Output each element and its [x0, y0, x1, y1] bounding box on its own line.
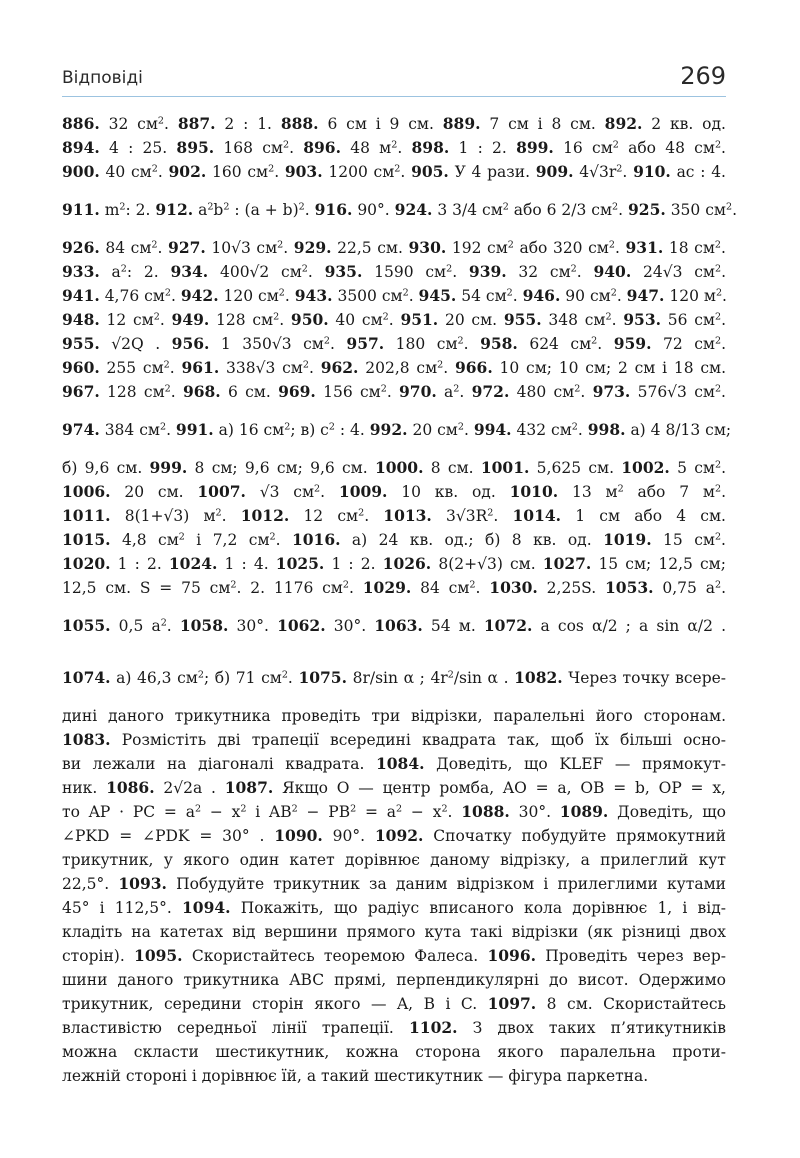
- answer-line: 933. $a^2$: 2. 934. 400√2 $см^2$. 935. 1590 $см^2$. 939. 32 $см^2$. 940. 24√3 $см^2$.: [62, 262, 727, 281]
- answer-line: ∠PKD = ∠PDK = 30° . 1090. 90°. 1092. Спочатку побудуйте прямокутний: [62, 826, 726, 845]
- section-title: Відповіді: [62, 68, 143, 88]
- answer-line: властивістю середньої лінії трапеції. 1102. З двох таких п’ятикутників: [62, 1018, 726, 1037]
- answer-line: 1006. 20 см. 1007. √3 $см^2$. 1009. 10 кв. од. 1010. 13 $м^2$ або 7 $м^2$.: [62, 482, 726, 501]
- answer-line: б) 9,6 см. 999. 8 см; 9,6 см; 9,6 см. 1000. 8 см. 1001. 5,625 см. 1002. 5 $см^2$.: [62, 458, 727, 477]
- answer-line: 974. 384 $см^2$. 991. а) 16 $см^2$; в) $c^2$ : 4. 992. 20 $см^2$. 994. 432 $см^2$. 998. а) 4 8/13 см;: [62, 420, 732, 439]
- answer-line: кладіть на катетах від вершини прямого кута такі відрізки (як різниці двох: [62, 923, 726, 941]
- answer-line: то AP · PC = $a^2 - x^2$ і $AB^2 - PB^2 = a^2 - x^2$. 1088. 30°. 1089. Доведіть, що: [62, 802, 726, 821]
- answer-line: 967. 128 $см^2$. 968. 6 см. 969. 156 $см^2$. 970. $a^2$. 972. 480 $см^2$. 973. 576√3 $см^2$.: [62, 382, 726, 401]
- answer-line: 1055. 0,5 $a^2$. 1058. 30°. 1062. 30°. 1063. 54 м. 1072. a cos α/2 ; a sin α/2 .: [62, 616, 727, 635]
- answer-line: трикутник, середини сторін якого — A, B і C. 1097. 8 см. Скористайтесь: [62, 994, 726, 1013]
- answer-line: 900. 40 $см^2$. 902. 160 $см^2$. 903. 1200 $см^2$. 905. У 4 рази. 909. $4√3r^2$. 910. ac : 4.: [62, 162, 726, 181]
- answer-line: 1083. Розмістіть дві трапеції всередині квадрата так, щоб їх більші осно-: [62, 730, 726, 749]
- answer-line: ник. 1086. 2√2a . 1087. Якщо O — центр ромба, AO = a, OB = b, OP = x,: [62, 778, 726, 797]
- answer-line: 911. $m^2$: 2. 912. $a^2b^2$ : $(a + b)^2$. 916. 90°. 924. 3 3/4 $см^2$ або 6 2/3 $см^2$. 925. 350 $см^2$.: [62, 200, 737, 219]
- answer-line: 955. √2Q . 956. 1 350√3 $см^2$. 957. 180 $см^2$. 958. 624 $см^2$. 959. 72 $см^2$.: [62, 334, 727, 353]
- answer-line: 12,5 см. S = 75 $см^2$. 2. 1176 $см^2$. 1029. 84 $см^2$. 1030. 2,25S. 1053. 0,75 $a^2$.: [62, 578, 727, 597]
- answer-line: 45° і 112,5°. 1094. Покажіть, що радіус вписаного кола дорівнює 1, і від-: [62, 898, 727, 917]
- answer-line: трикутник, у якого один катет дорівнює даному відрізку, а прилеглий кут: [62, 851, 726, 869]
- answer-line: 22,5°. 1093. Побудуйте трикутник за даним відрізком і прилеглими кутами: [62, 874, 727, 893]
- answer-line: 1015. 4,8 $см^2$ і 7,2 $см^2$. 1016. а) 24 кв. од.; б) 8 кв. од. 1019. 15 $см^2$.: [62, 530, 726, 549]
- answer-line: 1020. 1 : 2. 1024. 1 : 4. 1025. 1 : 2. 1026. 8(2+√3) см. 1027. 15 см; 12,5 см;: [62, 554, 726, 573]
- answer-line: 894. 4 : 25. 895. 168 $см^2$. 896. 48 $м^2$. 898. 1 : 2. 899. 16 $см^2$ або 48 $см^2$.: [62, 138, 726, 157]
- answer-line: 1074. а) 46,3 $см^2$; б) 71 $см^2$. 1075. 8r/sin α ; $4r^2/\sin$ α . 1082. Через точку всере-: [62, 668, 727, 687]
- answer-line: дині даного трикутника проведіть три відрізки, паралельні його сторонам.: [62, 707, 726, 725]
- answer-line: лежній стороні і дорівнює їй, а такий шестикутник — фігура паркетна.: [62, 1067, 649, 1085]
- answer-line: шини даного трикутника ABC прямі, перпендикулярні до висот. Одержимо: [62, 971, 726, 989]
- answer-line: можна скласти шестикутник, кожна сторона якого паралельна проти-: [62, 1043, 726, 1061]
- answer-line: ви лежали на діагоналі квадрата. 1084. Доведіть, що KLEF — прямокут-: [62, 754, 726, 773]
- page-number: 269: [680, 62, 726, 90]
- page-header: [62, 62, 726, 97]
- answer-line: сторін). 1095. Скористайтесь теоремою Фалеса. 1096. Проведіть через вер-: [62, 946, 726, 965]
- answer-line: 941. 4,76 $см^2$. 942. 120 $см^2$. 943. 3500 $см^2$. 945. 54 $см^2$. 946. 90 $см^2$. 947. 120 $м^2$.: [62, 286, 727, 305]
- answer-line: 926. 84 $см^2$. 927. 10√3 $см^2$. 929. 22,5 см. 930. 192 $см^2$ або 320 $см^2$. 931. 18 $см^2$.: [62, 238, 726, 257]
- answer-line: 948. 12 $см^2$. 949. 128 $см^2$. 950. 40 $см^2$. 951. 20 см. 955. 348 $см^2$. 953. 56 $см^2$.: [62, 310, 727, 329]
- answer-line: 960. 255 $см^2$. 961. 338√3 $см^2$. 962. 202,8 $см^2$. 966. 10 см; 10 см; 2 см і 18 см.: [62, 358, 727, 377]
- answers-text: [62, 112, 737, 1088]
- answer-line: 1011. 8(1+√3) $м^2$. 1012. 12 $см^2$. 1013. $3√3R^2$. 1014. 1 см або 4 см.: [62, 506, 726, 525]
- answer-line: 886. 32 $см^2$. 887. 2 : 1. 888. 6 см і 9 см. 889. 7 см і 8 см. 892. 2 кв. од.: [62, 114, 726, 133]
